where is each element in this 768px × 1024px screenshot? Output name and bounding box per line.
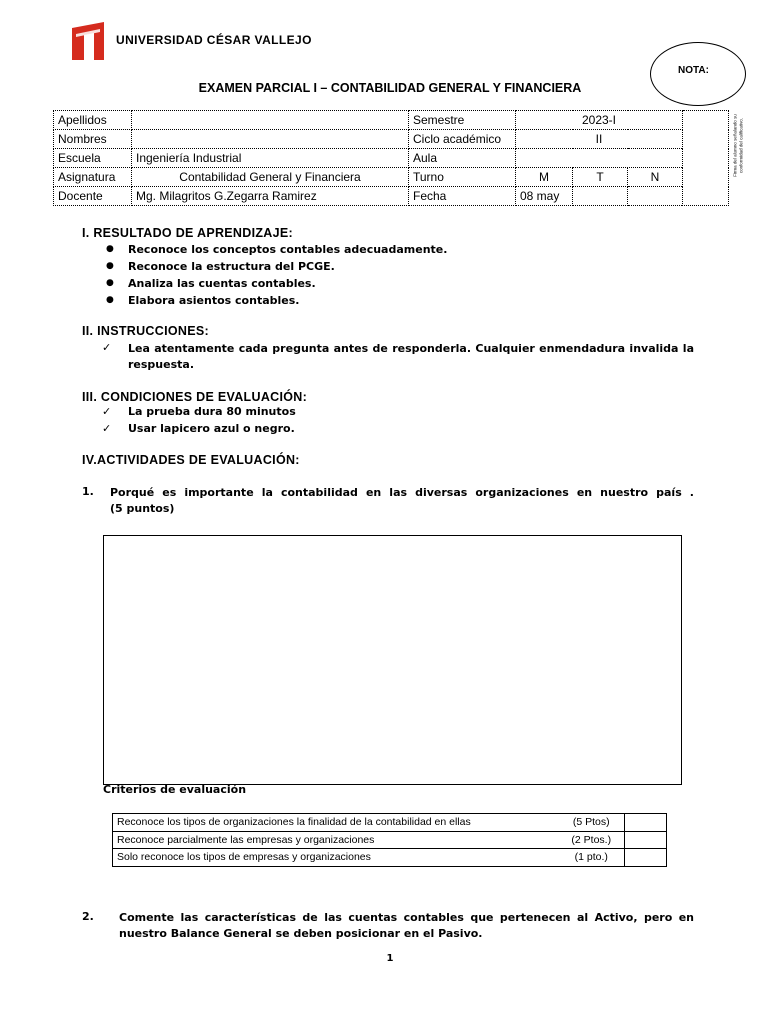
table-row bbox=[54, 111, 729, 130]
fecha-value: 08 may bbox=[516, 187, 573, 206]
list-item: ✓ La prueba dura 80 minutos bbox=[102, 405, 296, 418]
criterion-text: Reconoce los tipos de organizaciones la finalidad de la contabilidad en ellas bbox=[113, 814, 559, 832]
criterion-score-cell[interactable] bbox=[625, 814, 667, 832]
criterion-text: Reconoce parcialmente las empresas y organizaciones bbox=[113, 831, 559, 849]
signature-cell[interactable] bbox=[683, 111, 729, 206]
university-name: UNIVERSIDAD CÉSAR VALLEJO bbox=[116, 33, 312, 47]
docente-label: Docente bbox=[54, 187, 132, 206]
university-logo bbox=[70, 20, 312, 62]
bullet-icon: ● bbox=[106, 244, 114, 254]
aula-field[interactable] bbox=[516, 149, 683, 168]
asignatura-value: Contabilidad General y Financiera bbox=[132, 168, 409, 187]
question-1-text: Porqué es importante la contabilidad en las diversas organizaciones en nuestro país . bbox=[110, 486, 694, 499]
apellidos-label: Apellidos bbox=[54, 111, 132, 130]
question-2-number: 2. bbox=[82, 910, 94, 923]
signature-note-text: Firma del alumno señalando su conformidad del calificativo. bbox=[732, 114, 743, 177]
criterion-points: (2 Ptos.) bbox=[559, 831, 625, 849]
ciclo-value: II bbox=[516, 130, 683, 149]
nombres-label: Nombres bbox=[54, 130, 132, 149]
list-item: ● Elabora asientos contables. bbox=[106, 294, 300, 307]
ciclo-label: Ciclo académico bbox=[409, 130, 516, 149]
turno-label: Turno bbox=[409, 168, 516, 187]
section-condiciones-title: III. CONDICIONES DE EVALUACIÓN: bbox=[82, 390, 308, 404]
list-item: ● Analiza las cuentas contables. bbox=[106, 277, 316, 290]
nombres-field[interactable] bbox=[132, 130, 409, 149]
turno-n[interactable]: N bbox=[628, 168, 683, 187]
list-item: ● Reconoce los conceptos contables adecuadamente. bbox=[106, 243, 448, 256]
table-row bbox=[113, 814, 667, 832]
criterion-points: (5 Ptos) bbox=[559, 814, 625, 832]
criterion-points: (1 pto.) bbox=[559, 849, 625, 867]
bullet-icon: ● bbox=[106, 295, 114, 305]
table-row bbox=[54, 149, 729, 168]
criterion-text: Solo reconoce los tipos de empresas y organizaciones bbox=[113, 849, 559, 867]
criterion-score-cell[interactable] bbox=[625, 849, 667, 867]
table-row bbox=[54, 187, 729, 206]
question-1-number: 1. bbox=[82, 485, 94, 498]
asignatura-label: Asignatura bbox=[54, 168, 132, 187]
aula-label: Aula bbox=[409, 149, 516, 168]
table-row bbox=[113, 831, 667, 849]
conditions-list bbox=[102, 403, 296, 437]
signature-note bbox=[726, 112, 750, 184]
fecha-blank bbox=[573, 187, 628, 206]
criterion-score-cell[interactable] bbox=[625, 831, 667, 849]
check-icon: ✓ bbox=[102, 405, 112, 418]
page-number: 1 bbox=[386, 953, 394, 964]
section-actividades-title: IV.ACTIVIDADES DE EVALUACIÓN: bbox=[82, 453, 300, 467]
list-item: ✓ Usar lapicero azul o negro. bbox=[102, 422, 295, 435]
criteria-table-main bbox=[112, 813, 667, 867]
table-row bbox=[54, 168, 729, 187]
escuela-label: Escuela bbox=[54, 149, 132, 168]
apellidos-field[interactable] bbox=[132, 111, 409, 130]
section-instrucciones-title: II. INSTRUCCIONES: bbox=[82, 324, 209, 338]
ucv-logo-mark-icon bbox=[70, 20, 108, 62]
fecha-label: Fecha bbox=[409, 187, 516, 206]
docente-value: Mg. Milagritos G.Zegarra Ramirez bbox=[132, 187, 409, 206]
semestre-label: Semestre bbox=[409, 111, 516, 130]
question-1-points: (5 puntos) bbox=[110, 502, 175, 515]
student-info-table bbox=[53, 110, 729, 206]
exam-title: EXAMEN PARCIAL I – CONTABILIDAD GENERAL Y FINANCIERA bbox=[198, 81, 582, 95]
section-resultado-title: I. RESULTADO DE APRENDIZAJE: bbox=[82, 226, 293, 240]
check-icon: ✓ bbox=[102, 422, 112, 435]
instruction-text: Lea atentamente cada pregunta antes de responderla. Cualquier enmendadura invalida la respuesta. bbox=[128, 342, 694, 371]
turno-t[interactable]: T bbox=[573, 168, 628, 187]
table-row bbox=[54, 130, 729, 149]
list-item: ● Reconoce la estructura del PCGE. bbox=[106, 260, 335, 273]
table-row bbox=[113, 849, 667, 867]
nota-label: NOTA: bbox=[678, 65, 709, 76]
escuela-value: Ingeniería Industrial bbox=[132, 149, 409, 168]
turno-m[interactable]: M bbox=[516, 168, 573, 187]
fecha-blank bbox=[628, 187, 683, 206]
grade-oval bbox=[650, 42, 746, 106]
criterios-title: Criterios de evaluación bbox=[103, 783, 247, 796]
bullet-icon: ● bbox=[106, 278, 114, 288]
question-2-text: Comente las características de las cuentas contables que pertenecen al Activo, pero en nuestro Balance General se deben posicionar en el Pasivo. bbox=[119, 911, 694, 940]
check-icon: ✓ bbox=[102, 342, 112, 354]
learning-outcomes-list bbox=[106, 241, 448, 309]
semestre-value: 2023-I bbox=[516, 111, 683, 130]
answer-box-1[interactable] bbox=[103, 535, 682, 785]
bullet-icon: ● bbox=[106, 261, 114, 271]
